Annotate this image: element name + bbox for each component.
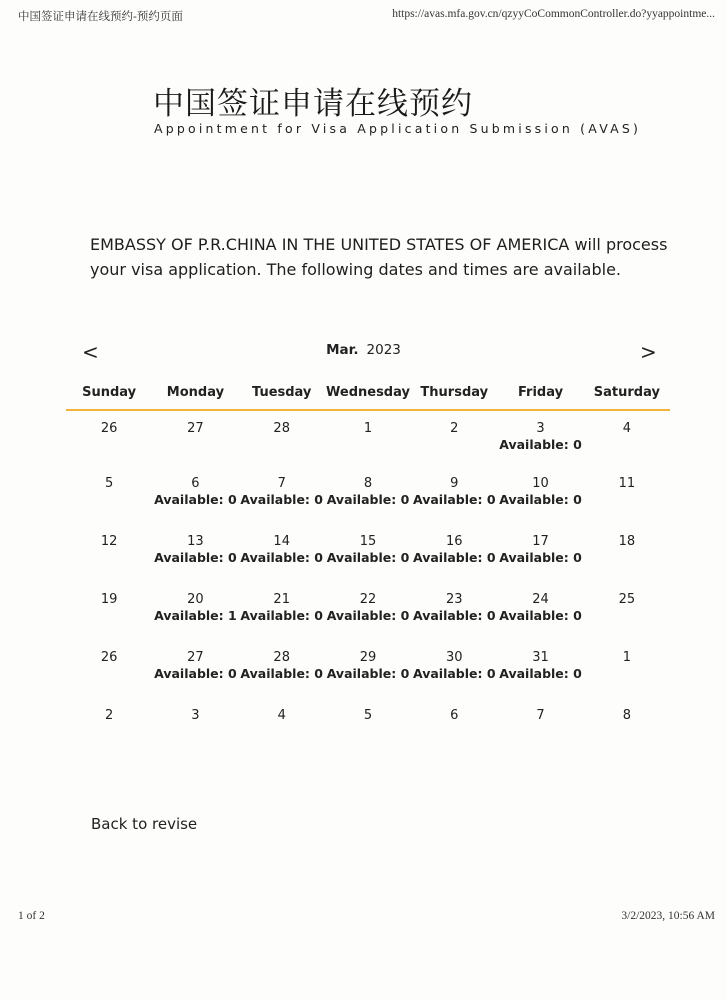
calendar-day[interactable] bbox=[411, 468, 497, 526]
calendar-day[interactable] bbox=[239, 584, 325, 642]
calendar-day[interactable] bbox=[152, 584, 238, 642]
day-number: 27 bbox=[187, 650, 204, 665]
day-number: 4 bbox=[622, 421, 631, 436]
next-month-button[interactable]: > bbox=[640, 340, 657, 364]
day-number: 26 bbox=[100, 650, 118, 665]
availability-count[interactable]: Available: 0 bbox=[154, 492, 237, 507]
day-number: 31 bbox=[532, 650, 549, 665]
calendar-day bbox=[325, 410, 411, 468]
calendar-day bbox=[66, 468, 152, 526]
day-number: 29 bbox=[359, 650, 377, 665]
availability-count[interactable]: Available: 0 bbox=[499, 608, 582, 623]
weekday-header: Monday bbox=[152, 380, 238, 410]
page-title-english: Appointment for Visa Application Submission (AVAS) bbox=[154, 121, 642, 136]
weekday-header: Tuesday bbox=[239, 380, 325, 410]
calendar-day bbox=[66, 700, 152, 758]
prev-month-button[interactable]: < bbox=[82, 340, 99, 364]
calendar-day bbox=[411, 700, 497, 758]
availability-count[interactable]: Available: 0 bbox=[412, 666, 496, 681]
day-number: 27 bbox=[187, 421, 204, 436]
day-number: 2 bbox=[450, 421, 459, 436]
day-number: 8 bbox=[622, 708, 631, 723]
availability-count[interactable]: Available: 0 bbox=[499, 437, 582, 452]
availability-count[interactable]: Available: 0 bbox=[240, 666, 323, 681]
calendar-day[interactable] bbox=[497, 468, 583, 526]
calendar-day bbox=[66, 584, 152, 642]
day-number: 26 bbox=[100, 421, 118, 436]
calendar-day bbox=[239, 410, 325, 468]
day-number: 18 bbox=[618, 534, 636, 549]
day-number: 7 bbox=[277, 476, 286, 491]
print-header-title: 中国签证申请在线预约-预约页面 bbox=[18, 11, 183, 23]
page-title-chinese: 中国签证申请在线预约 bbox=[153, 86, 473, 122]
availability-count[interactable]: Available: 0 bbox=[154, 666, 237, 681]
day-number: 5 bbox=[105, 476, 114, 491]
calendar-day bbox=[497, 700, 583, 758]
day-number: 12 bbox=[100, 534, 118, 549]
weekday-header: Thursday bbox=[411, 380, 497, 410]
calendar-day bbox=[584, 642, 670, 700]
calendar-week bbox=[66, 584, 670, 642]
day-number: 24 bbox=[532, 592, 549, 607]
availability-count[interactable]: Available: 0 bbox=[326, 666, 410, 681]
calendar-day[interactable] bbox=[239, 468, 325, 526]
day-number: 30 bbox=[445, 650, 463, 665]
calendar-day[interactable] bbox=[497, 526, 583, 584]
availability-count[interactable]: Available: 0 bbox=[326, 492, 410, 507]
intro-text: EMBASSY OF P.R.CHINA IN THE UNITED STATES OF AMERICA will process your visa application. The following dates and times are available. bbox=[90, 235, 668, 279]
day-number: 10 bbox=[532, 476, 549, 491]
availability-count[interactable]: Available: 0 bbox=[240, 550, 323, 565]
calendar-day bbox=[411, 410, 497, 468]
calendar-day bbox=[584, 526, 670, 584]
calendar-day bbox=[66, 526, 152, 584]
month-label bbox=[0, 342, 727, 358]
print-footer-page: 1 of 2 bbox=[18, 910, 45, 922]
day-number: 28 bbox=[273, 421, 290, 436]
calendar-day[interactable] bbox=[325, 642, 411, 700]
calendar-day[interactable] bbox=[325, 468, 411, 526]
day-number: 23 bbox=[445, 592, 463, 607]
calendar-day bbox=[584, 584, 670, 642]
calendar-day[interactable] bbox=[497, 642, 583, 700]
calendar-day bbox=[584, 410, 670, 468]
back-to-revise-link[interactable]: Back to revise bbox=[91, 815, 198, 833]
calendar-grid bbox=[66, 380, 670, 758]
availability-count[interactable]: Available: 0 bbox=[412, 550, 496, 565]
availability-count[interactable]: Available: 0 bbox=[499, 492, 582, 507]
day-number: 13 bbox=[187, 534, 204, 549]
calendar-day bbox=[66, 642, 152, 700]
day-number: 17 bbox=[532, 534, 549, 549]
calendar-day[interactable] bbox=[411, 642, 497, 700]
calendar-day[interactable] bbox=[497, 410, 583, 468]
calendar-day bbox=[584, 468, 670, 526]
calendar-day bbox=[239, 700, 325, 758]
day-number: 20 bbox=[187, 592, 204, 607]
day-number: 5 bbox=[363, 708, 373, 723]
day-number: 28 bbox=[273, 650, 290, 665]
day-number: 16 bbox=[445, 534, 463, 549]
weekday-header: Friday bbox=[497, 380, 583, 410]
day-number: 2 bbox=[105, 708, 114, 723]
print-footer-datetime: 3/2/2023, 10:56 AM bbox=[621, 910, 715, 922]
availability-count[interactable]: Available: 0 bbox=[154, 550, 237, 565]
day-number: 4 bbox=[277, 708, 286, 723]
day-number: 15 bbox=[359, 534, 377, 549]
calendar-week bbox=[66, 642, 670, 700]
calendar-day[interactable] bbox=[152, 468, 238, 526]
availability-count[interactable]: Available: 0 bbox=[326, 608, 410, 623]
calendar-day[interactable] bbox=[411, 584, 497, 642]
availability-count[interactable]: Available: 0 bbox=[412, 492, 496, 507]
day-number: 8 bbox=[363, 476, 373, 491]
day-number: 21 bbox=[273, 592, 290, 607]
day-number: 19 bbox=[100, 592, 118, 607]
availability-count[interactable]: Available: 0 bbox=[326, 550, 410, 565]
calendar-week bbox=[66, 526, 670, 584]
weekday-header: Saturday bbox=[584, 380, 670, 410]
calendar-day[interactable] bbox=[325, 584, 411, 642]
day-number: 6 bbox=[450, 708, 459, 723]
calendar-day bbox=[152, 410, 238, 468]
day-number: 9 bbox=[450, 476, 459, 491]
calendar-day[interactable] bbox=[411, 526, 497, 584]
calendar-day[interactable] bbox=[239, 642, 325, 700]
day-number: 11 bbox=[618, 476, 636, 491]
day-number: 3 bbox=[191, 708, 200, 723]
weekday-header: Sunday bbox=[66, 380, 152, 410]
year: 2023 bbox=[366, 342, 401, 358]
month-name: Mar. bbox=[326, 342, 359, 358]
calendar-week bbox=[66, 410, 670, 468]
calendar-week bbox=[66, 700, 670, 758]
availability-count[interactable]: Available: 0 bbox=[499, 550, 582, 565]
availability-count[interactable]: Available: 0 bbox=[499, 666, 582, 681]
calendar-day bbox=[325, 700, 411, 758]
day-number: 6 bbox=[191, 476, 200, 491]
day-number: 1 bbox=[622, 650, 631, 665]
print-header-url: https://avas.mfa.gov.cn/qzyyCoCommonController.do?yyappointme... bbox=[392, 8, 715, 20]
day-number: 14 bbox=[273, 534, 290, 549]
calendar-day bbox=[584, 700, 670, 758]
weekday-header: Wednesday bbox=[325, 380, 411, 410]
calendar-week bbox=[66, 468, 670, 526]
calendar-day[interactable] bbox=[152, 642, 238, 700]
availability-count[interactable]: Available: 0 bbox=[412, 608, 496, 623]
day-number: 3 bbox=[536, 421, 545, 436]
calendar-day[interactable] bbox=[497, 584, 583, 642]
calendar-day[interactable] bbox=[325, 526, 411, 584]
availability-count[interactable]: Available: 1 bbox=[154, 608, 237, 623]
calendar-day[interactable] bbox=[152, 526, 238, 584]
calendar-day bbox=[66, 410, 152, 468]
day-number: 22 bbox=[359, 592, 377, 607]
day-number: 7 bbox=[536, 708, 545, 723]
availability-count[interactable]: Available: 0 bbox=[240, 492, 323, 507]
calendar-day[interactable] bbox=[239, 526, 325, 584]
day-number: 1 bbox=[363, 421, 373, 436]
day-number: 25 bbox=[618, 592, 636, 607]
availability-count[interactable]: Available: 0 bbox=[240, 608, 323, 623]
calendar-day bbox=[152, 700, 238, 758]
